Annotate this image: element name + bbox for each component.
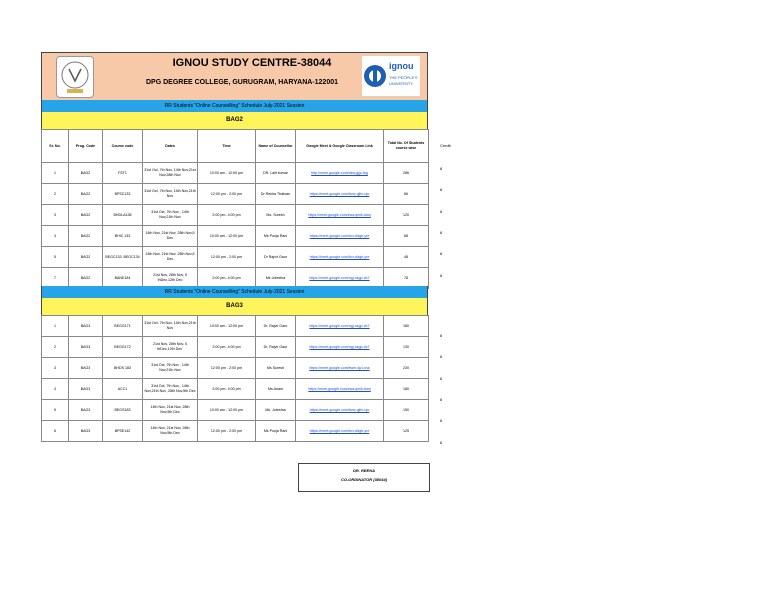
col-course: Course code (103, 130, 143, 163)
cell-total: 180 (384, 316, 429, 337)
meet-link[interactable]: https://meet.google.com/zwa-qmik-bwq (308, 386, 371, 391)
cell-dates: 14th Nov, 21st Nov, 28th Nov,5th Dec (143, 421, 198, 442)
schedule-banner-bag2: RR Students "Online Counselling" Schedule July-2021 Session (41, 100, 428, 112)
cell-prog: BAG3 (69, 421, 103, 442)
col-time: Time (198, 130, 256, 163)
meet-link[interactable]: https://meet.google.com/bwm-kjzi-xna (309, 365, 370, 370)
table-row (42, 379, 429, 400)
cell-sr: 6 (42, 421, 69, 442)
table-row (42, 163, 429, 184)
credit-value: 6 (440, 208, 443, 214)
col-link: Google Meet & Google Classroom Link (296, 130, 384, 163)
cell-sr: 3 (42, 205, 69, 226)
table-row (42, 400, 429, 421)
cell-counsellor: Dr Rajvir Gaur (256, 247, 296, 268)
cell-dates: 31st Oct, 7th Nov, 14th Nov,21th Nov (143, 184, 198, 205)
cell-sr: 2 (42, 184, 69, 205)
credit-value: 6 (440, 272, 443, 278)
cell-link (296, 400, 384, 421)
credit-value: 6 (440, 187, 443, 193)
cell-total: 125 (384, 421, 429, 442)
credit-value: 6 (440, 333, 443, 338)
section-label-bag2: BAG2 (41, 112, 428, 129)
meet-link[interactable]: https://meet.google.com/bzw-qjfm-ujo (309, 191, 370, 196)
bag2-table (41, 129, 429, 289)
credit-value: 6 (440, 396, 443, 402)
cell-link (296, 163, 384, 184)
col-total: Total No. Of Students course wise (384, 130, 429, 163)
cell-dates: 21st Nov, 28th Nov, 5 thDec,12th Dec' (143, 337, 198, 358)
bag3-table (41, 315, 429, 442)
cell-time: 2:00 pm- 4:00 pm (198, 268, 256, 289)
meet-link[interactable]: https://meet.google.com/ngj-nzgp-dc7 (309, 344, 370, 349)
table-row (42, 247, 429, 268)
cell-course: BEGS183 (103, 400, 143, 421)
schedule-banner-bag3: RR Students "Online Counselling" Schedule July-2021 Session (41, 286, 428, 298)
cell-dates: 21st Nov, 28th Nov, 5 thDec,12th Dec (143, 268, 198, 289)
cell-course: BPSE142 (103, 421, 143, 442)
cell-course: ACC1 (103, 379, 143, 400)
document-header (41, 52, 428, 102)
cell-counsellor: Dr. Rajvir Gaur (256, 337, 296, 358)
cell-dates: 14th Nov, 21st Nov, 28th Nov,5 Dec (143, 247, 198, 268)
cell-dates: 31st Oct, 7th Nov, 14th Nov,21th Nov (143, 316, 198, 337)
cell-course: BHDLA138 (103, 205, 143, 226)
cell-sr: 4 (42, 226, 69, 247)
cell-total: 120 (384, 205, 429, 226)
ignou-logo-tagline-1: THE PEOPLE'S (389, 75, 418, 80)
cell-course: FST1 (103, 163, 143, 184)
cell-time: 12:00 pm - 2:00 pm (198, 247, 256, 268)
cell-total: 48 (384, 247, 429, 268)
college-logo-icon (56, 56, 94, 98)
credit-value: 6 (440, 418, 443, 424)
cell-counsellor: Ms. Suresh (256, 205, 296, 226)
table-row (42, 358, 429, 379)
table-header-row (42, 130, 429, 163)
cell-time: 12:00 pm - 2:00 pm (198, 184, 256, 205)
cell-prog: BAG2 (69, 268, 103, 289)
cell-time: 12:00 pm - 2:00 pm (198, 358, 256, 379)
cell-link (296, 379, 384, 400)
cell-course: BANE184 (103, 268, 143, 289)
table-row (42, 184, 429, 205)
meet-link[interactable]: https://meet.google.com/bcr-ddgb-yre (309, 254, 370, 259)
cell-total: 230 (384, 358, 429, 379)
col-prog: Prog. Code (69, 130, 103, 163)
cell-time: 10:00 am - 12:00 pm (198, 226, 256, 247)
page-title: IGNOU STUDY CENTRE-38044 (172, 57, 332, 69)
cell-link (296, 247, 384, 268)
cell-prog: BAG2 (69, 184, 103, 205)
cell-prog: BAG2 (69, 163, 103, 184)
page-subtitle: DPG DEGREE COLLEGE, GURUGRAM, HARYANA-122001 (145, 79, 339, 86)
table-row (42, 205, 429, 226)
cell-prog: BAG2 (69, 226, 103, 247)
cell-total: 68 (384, 226, 429, 247)
meet-link[interactable]: https://meet.google.com/bcr-ddgb-yre (309, 233, 370, 238)
cell-link (296, 316, 384, 337)
cell-dates: 31st Oct, 7th Nov , 14th Nov,21th Nov (143, 358, 198, 379)
cell-time: 2:00 pm- 4:00 pm (198, 379, 256, 400)
table-row (42, 316, 429, 337)
cell-counsellor: Ms Pooja Rani (256, 421, 296, 442)
ignou-logo-tagline-2: UNIVERSITY (389, 81, 414, 86)
cell-counsellor: Ms. Jotesfna (256, 400, 296, 421)
cell-prog: BAG3 (69, 316, 103, 337)
cell-prog: BAG3 (69, 379, 103, 400)
cell-prog: BAG3 (69, 337, 103, 358)
col-dates: Dates (143, 130, 198, 163)
col-counsellor: Name of Counsellor (256, 130, 296, 163)
cell-dates: 14th Nov, 21st Nov, 28th Nov,5 Dec (143, 226, 198, 247)
meet-link[interactable]: https://meet.google.com/ngj-nzgp-dc7 (309, 323, 370, 328)
cell-course: BPSC133 (103, 184, 143, 205)
credit-value: 6 (440, 439, 443, 445)
cell-sr: 5 (42, 247, 69, 268)
cell-time: 10:00 am - 12:00 pm (198, 163, 256, 184)
cell-total: 180 (384, 379, 429, 400)
cell-time: 2:00 pm- 4:00 pm (198, 205, 256, 226)
table-row (42, 226, 429, 247)
cell-counsellor: Dr. Rajvir Gaur (256, 316, 296, 337)
cell-prog: BAG3 (69, 358, 103, 379)
credit-value: 6 (440, 229, 443, 235)
cell-sr: 1 (42, 163, 69, 184)
cell-time: 12:00 pm - 2:00 pm (198, 421, 256, 442)
cell-sr: 2 (42, 337, 69, 358)
cell-dates: 31st Oct, 7th Nov, 14th Nov,21st Nov,28th Nov (143, 163, 198, 184)
meet-link[interactable]: https://meet.google.com/bzw-qjfm-ujo (309, 407, 370, 412)
cell-course: BHIC 133 (103, 226, 143, 247)
cell-total: 66 (384, 184, 429, 205)
credit-value: 8 (440, 166, 443, 171)
cell-sr: 5 (42, 400, 69, 421)
cell-sr: 3 (42, 358, 69, 379)
cell-course: BEGG171 (103, 316, 143, 337)
cell-dates: 31st Oct, 7th Nov , 14th Nov,21th Nov (143, 205, 198, 226)
cell-prog: BAG3 (69, 400, 103, 421)
signature-role: CO-ORDINATOR (38044) (340, 477, 388, 482)
cell-prog: BAG2 (69, 205, 103, 226)
table-row (42, 337, 429, 358)
ignou-logo-icon (362, 56, 420, 96)
credit-value: 6 (440, 251, 443, 257)
meet-link[interactable]: http://meet.google.com/nkw-gjjz-thg (311, 170, 368, 175)
cell-course: BEGC133, BEGC134 (103, 247, 143, 268)
cell-prog: BAG2 (69, 247, 103, 268)
cell-counsellor: Ms Pooja Rani (256, 226, 296, 247)
cell-link (296, 184, 384, 205)
cell-total: 130 (384, 337, 429, 358)
signature-box (298, 463, 430, 492)
cell-time: 10:00 am - 12:00 pm (198, 400, 256, 421)
ignou-logo-text: ignou (389, 61, 414, 71)
cell-link (296, 421, 384, 442)
cell-course: BHDS 183 (103, 358, 143, 379)
meet-link[interactable]: https://meet.google.com/zwa-qmik-bwq (308, 212, 371, 217)
signature-name: DR. REENA (352, 468, 375, 473)
cell-time: 10:00 am - 12:00 pm (198, 316, 256, 337)
col-sr: Sr. No. (42, 130, 69, 163)
cell-time: 2:00 pm- 4:00 pm (198, 337, 256, 358)
cell-total: 150 (384, 400, 429, 421)
cell-counsellor: DR. Lalit kumar (256, 163, 296, 184)
credit-header: Credit (440, 143, 451, 148)
section-label-bag3: BAG3 (41, 298, 428, 315)
cell-sr: 1 (42, 316, 69, 337)
cell-link (296, 337, 384, 358)
table-row (42, 421, 429, 442)
cell-link (296, 226, 384, 247)
cell-sr: 7 (42, 268, 69, 289)
cell-counsellor: Ms Suresh (256, 358, 296, 379)
cell-total: 286 (384, 163, 429, 184)
meet-link[interactable]: https://meet.google.com/ngj-nzgp-dc7 (309, 275, 370, 280)
cell-dates: 31st Oct, 7th Nov , 14th Nov,21th Nov ,28th Nov,5th Dec (143, 379, 198, 400)
cell-total: 78 (384, 268, 429, 289)
cell-counsellor: Dr Rekha Thakran (256, 184, 296, 205)
cell-dates: 14th Nov, 21st Nov, 28th Nov,5th Dec (143, 400, 198, 421)
cell-link (296, 358, 384, 379)
cell-counsellor: Ms Jotesfna (256, 268, 296, 289)
credit-value: 6 (440, 375, 443, 381)
cell-sr: 4 (42, 379, 69, 400)
credit-value: 6 (440, 354, 443, 360)
meet-link[interactable]: https://meet.google.com/bcr-ddgb-yre (309, 428, 370, 433)
cell-counsellor: Ms Anam (256, 379, 296, 400)
cell-course: BEGG172 (103, 337, 143, 358)
cell-link (296, 205, 384, 226)
